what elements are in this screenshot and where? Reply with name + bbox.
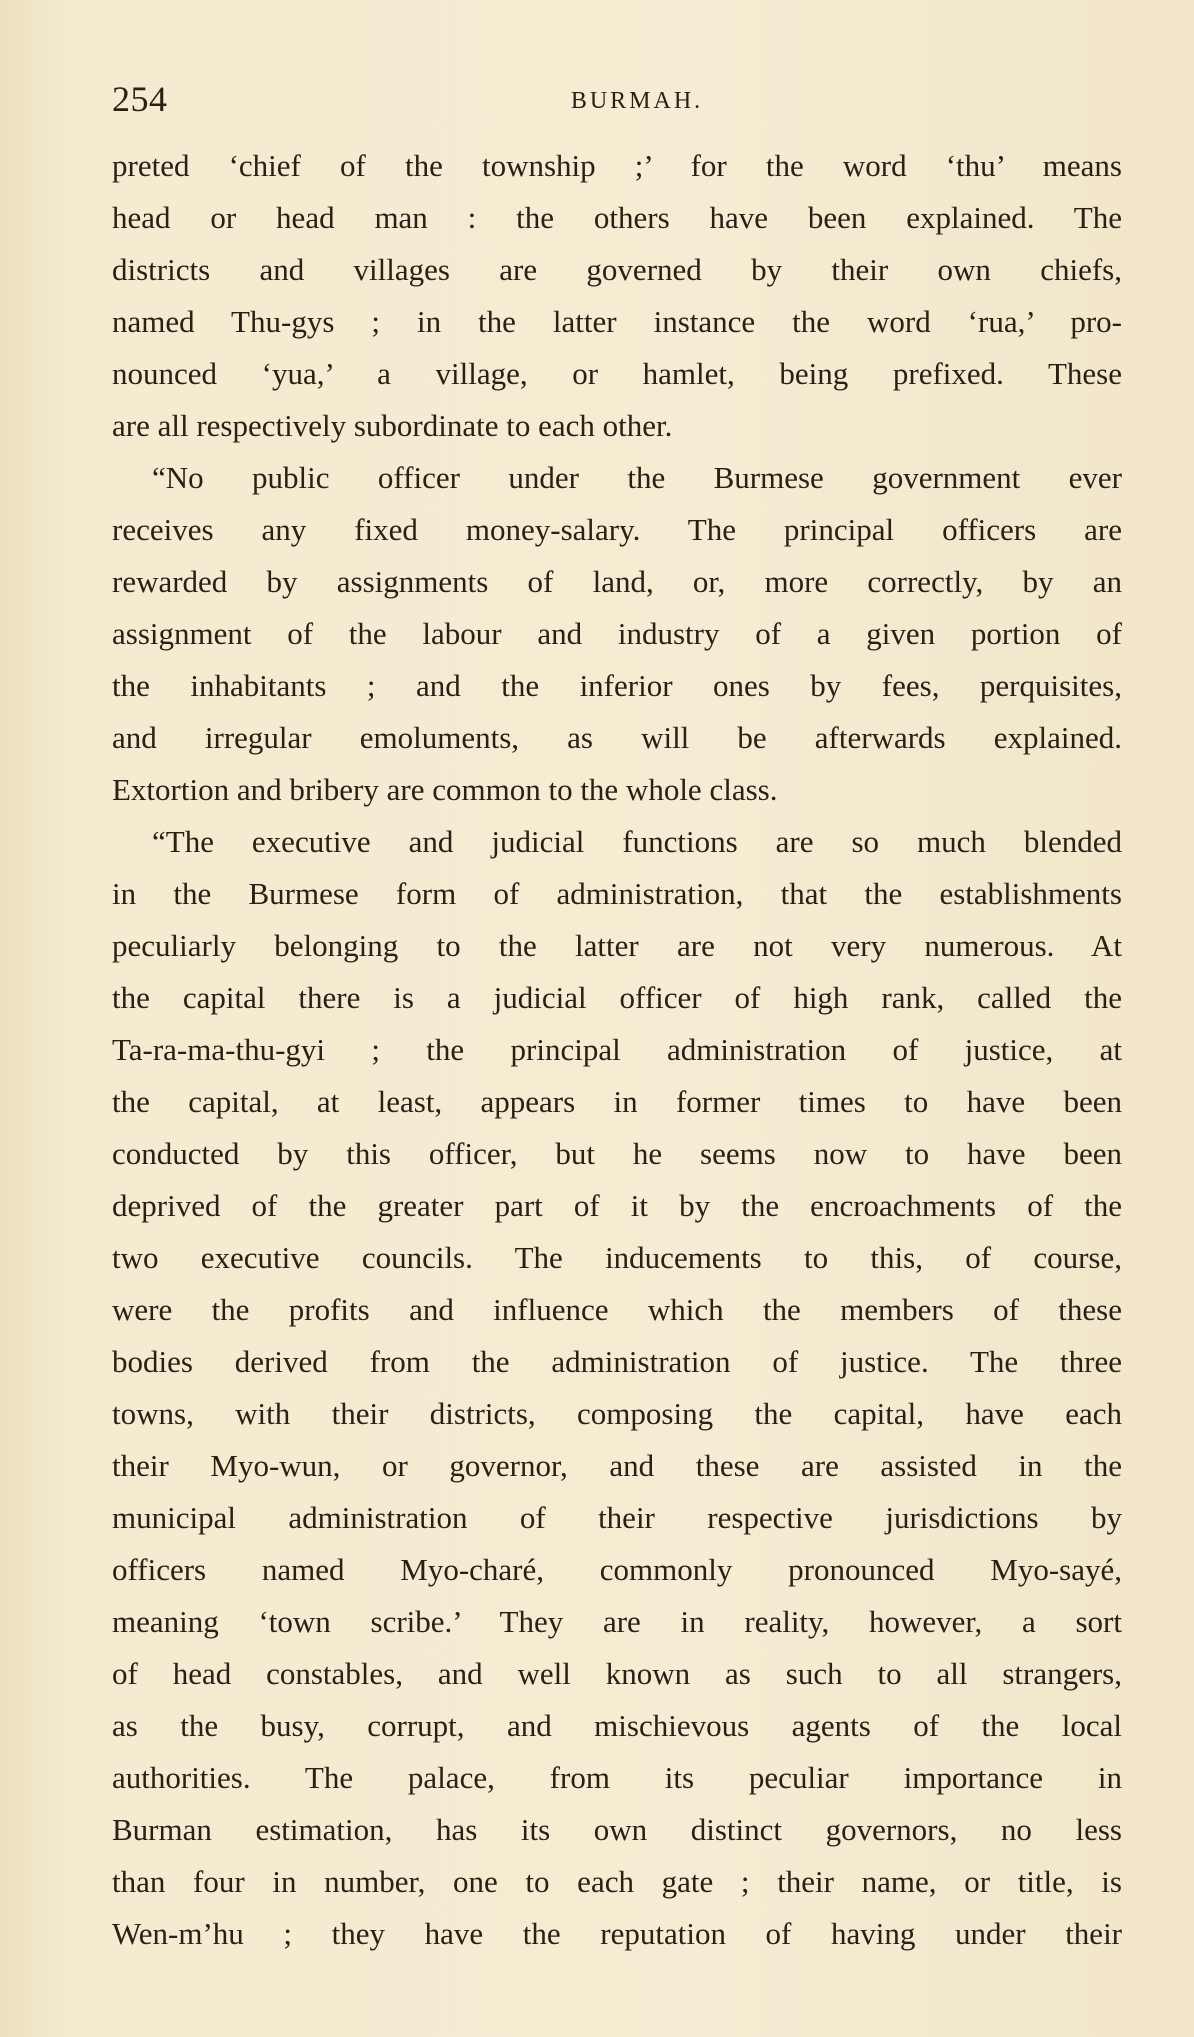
text-line: districts and villages are governed by their own chiefs,	[112, 252, 1122, 287]
text-line: two executive councils. The inducements to this, of course,	[112, 1240, 1122, 1275]
text-line: as the busy, corrupt, and mischievous agents of the local	[112, 1708, 1122, 1743]
text-line: the capital there is a judicial officer of high rank, called the	[112, 980, 1122, 1015]
page-header	[112, 78, 1122, 126]
text-line: receives any fixed money-salary. The principal officers are	[112, 512, 1122, 547]
text-line: municipal administration of their respective jurisdictions by	[112, 1500, 1122, 1535]
text-line: than four in number, one to each gate ; their name, or title, is	[112, 1864, 1122, 1899]
text-line: the inhabitants ; and the inferior ones by fees, perquisites,	[112, 668, 1122, 703]
text-line: were the profits and influence which the members of these	[112, 1292, 1122, 1327]
text-line: Extortion and bribery are common to the whole class.	[112, 772, 778, 807]
text-line: authorities. The palace, from its peculiar importance in	[112, 1760, 1122, 1795]
text-line: of head constables, and well known as such to all strangers,	[112, 1656, 1122, 1691]
text-line: deprived of the greater part of it by the encroachments of the	[112, 1188, 1122, 1223]
running-head: BURMAH.	[570, 88, 704, 114]
text-line: meaning ‘town scribe.’ They are in reality, however, a sort	[112, 1604, 1122, 1639]
text-line: are all respectively subordinate to each other.	[112, 408, 673, 443]
text-line: officers named Myo-charé, commonly pronounced Myo-sayé,	[112, 1552, 1122, 1587]
text-line: and irregular emoluments, as will be afterwards explained.	[112, 720, 1122, 755]
text-line: named Thu-gys ; in the latter instance the word ‘rua,’ pro-	[112, 304, 1122, 339]
text-line: preted ‘chief of the township ;’ for the word ‘thu’ means	[112, 148, 1122, 183]
text-line: “The executive and judicial functions are so much blended	[152, 824, 1122, 859]
text-line: Wen-m’hu ; they have the reputation of having under their	[112, 1916, 1122, 1951]
text-line: rewarded by assignments of land, or, more correctly, by an	[112, 564, 1122, 599]
text-line: their Myo-wun, or governor, and these are assisted in the	[112, 1448, 1122, 1483]
text-line: peculiarly belonging to the latter are not very numerous. At	[112, 928, 1122, 963]
text-line: Burman estimation, has its own distinct governors, no less	[112, 1812, 1122, 1847]
text-line: conducted by this officer, but he seems now to have been	[112, 1136, 1122, 1171]
text-line: bodies derived from the administration of justice. The three	[112, 1344, 1122, 1379]
text-line: the capital, at least, appears in former times to have been	[112, 1084, 1122, 1119]
page-number: 254	[112, 79, 168, 119]
text-line: “No public officer under the Burmese government ever	[152, 460, 1122, 495]
text-line: Ta-ra-ma-thu-gyi ; the principal administration of justice, at	[112, 1032, 1122, 1067]
text-line: assignment of the labour and industry of a given portion of	[112, 616, 1122, 651]
text-line: in the Burmese form of administration, that the establishments	[112, 876, 1122, 911]
body-text	[112, 140, 1122, 1960]
text-line: head or head man : the others have been explained. The	[112, 200, 1122, 235]
text-line: towns, with their districts, composing the capital, have each	[112, 1396, 1122, 1431]
text-line: nounced ‘yua,’ a village, or hamlet, being prefixed. These	[112, 356, 1122, 391]
